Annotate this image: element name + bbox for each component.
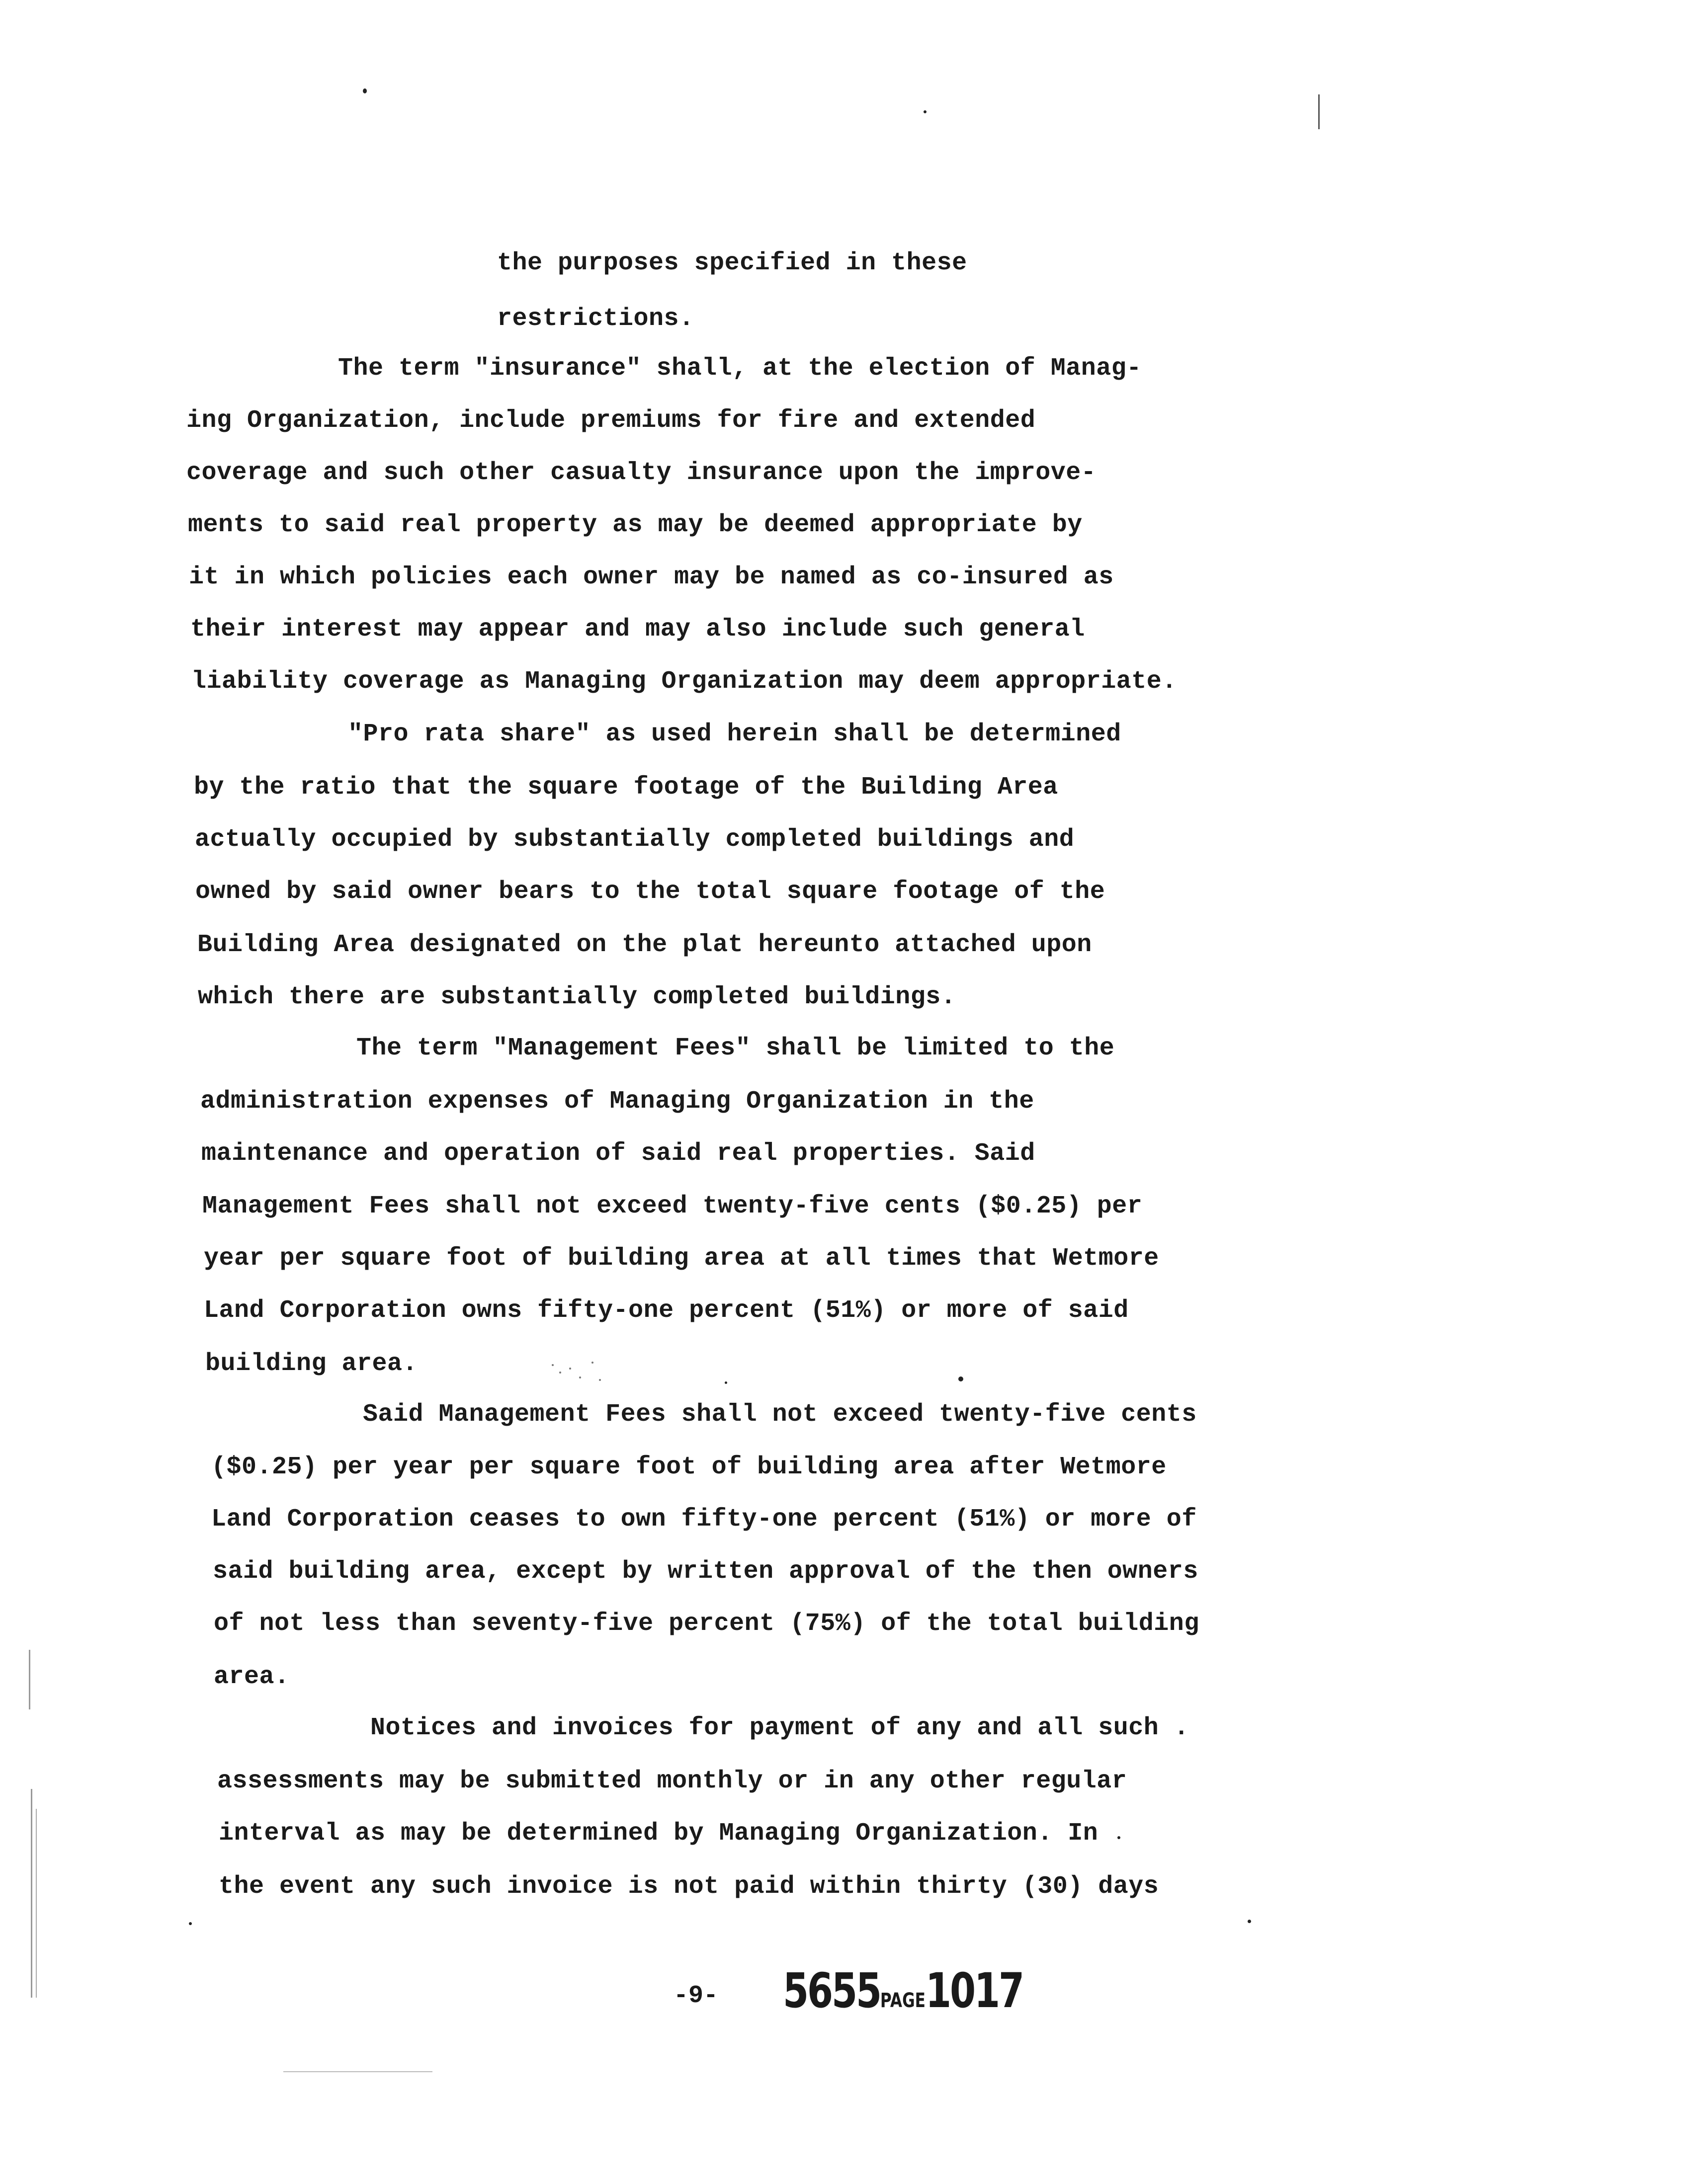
text-line: The term "Management Fees" shall be limited to the [356, 1034, 1115, 1062]
text-line: Building Area designated on the plat hereunto attached upon [197, 931, 1092, 959]
text-line: by the ratio that the square footage of the Building Area [194, 773, 1058, 802]
text-line: owned by said owner bears to the total square footage of the [195, 878, 1105, 906]
book-page-stamp [783, 1963, 1023, 2019]
text-line: interval as may be determined by Managing Organization. In [219, 1819, 1098, 1848]
scan-speck [569, 1368, 571, 1370]
scan-edge-mark [1318, 94, 1320, 129]
scan-edge-mark [283, 2071, 432, 2072]
text-line: liability coverage as Managing Organization may deem appropriate. [191, 667, 1177, 696]
scan-speck [725, 1381, 727, 1384]
text-line: Land Corporation ceases to own fifty-one percent (51%) or more of [211, 1505, 1197, 1534]
text-line: which there are substantially completed buildings. [198, 983, 956, 1011]
text-line: Land Corporation owns fifty-one percent (51%) or more of said [204, 1296, 1129, 1325]
scan-speck [1117, 1836, 1120, 1839]
text-line: "Pro rata share" as used herein shall be determined [348, 720, 1121, 748]
text-line: The term "insurance" shall, at the election of Manag- [338, 354, 1142, 383]
text-line: actually occupied by substantially completed buildings and [195, 825, 1075, 854]
text-line: administration expenses of Managing Organization in the [200, 1087, 1034, 1116]
text-line: the event any such invoice is not paid within thirty (30) days [219, 1872, 1159, 1901]
scan-edge-mark [36, 1809, 37, 1998]
scan-speck [363, 88, 367, 93]
scan-speck [958, 1376, 963, 1381]
text-line: Management Fees shall not exceed twenty-five cents ($0.25) per [202, 1192, 1143, 1220]
text-line: area. [214, 1663, 290, 1691]
text-line: Said Management Fees shall not exceed twenty-five cents [363, 1400, 1197, 1429]
scan-speck [924, 110, 927, 113]
text-line: the purposes specified in these [497, 249, 967, 277]
stamp-page-word: PAGE [880, 1989, 926, 2012]
scan-speck [552, 1364, 554, 1366]
text-line: of not less than seventy-five percent (75%) of the total building [214, 1610, 1199, 1638]
text-line: their interest may appear and may also include such general [190, 615, 1085, 644]
stamp-page-number: 1017 [926, 1963, 1023, 2019]
text-line: building area. [205, 1350, 418, 1378]
text-line: maintenance and operation of said real properties. Said [201, 1139, 1035, 1168]
scan-speck [591, 1362, 593, 1364]
text-line: ing Organization, include premiums for fire and extended [186, 406, 1036, 435]
stamp-book-number: 5655 [783, 1963, 880, 2019]
text-line: assessments may be submitted monthly or in any other regular [217, 1767, 1127, 1795]
text-line: ments to said real property as may be deemed appropriate by [188, 511, 1083, 539]
text-line: restrictions. [497, 305, 694, 333]
text-line: it in which policies each owner may be named as co-insured as [189, 563, 1114, 591]
text-line: coverage and such other casualty insurance upon the improve- [186, 459, 1097, 487]
text-line: ($0.25) per year per square foot of building area after Wetmore [211, 1453, 1167, 1481]
page-number: -9- [674, 1982, 719, 2010]
scan-speck [1248, 1920, 1251, 1923]
scan-speck [579, 1376, 581, 1378]
scan-edge-mark [31, 1789, 32, 1998]
scan-speck [559, 1372, 561, 1374]
text-line: Notices and invoices for payment of any and all such . [370, 1714, 1189, 1742]
scan-speck [189, 1922, 192, 1925]
text-line: year per square foot of building area at all times that Wetmore [204, 1244, 1159, 1273]
text-line: said building area, except by written approval of the then owners [213, 1557, 1198, 1586]
scan-speck [599, 1379, 601, 1381]
scan-edge-mark [29, 1650, 30, 1709]
